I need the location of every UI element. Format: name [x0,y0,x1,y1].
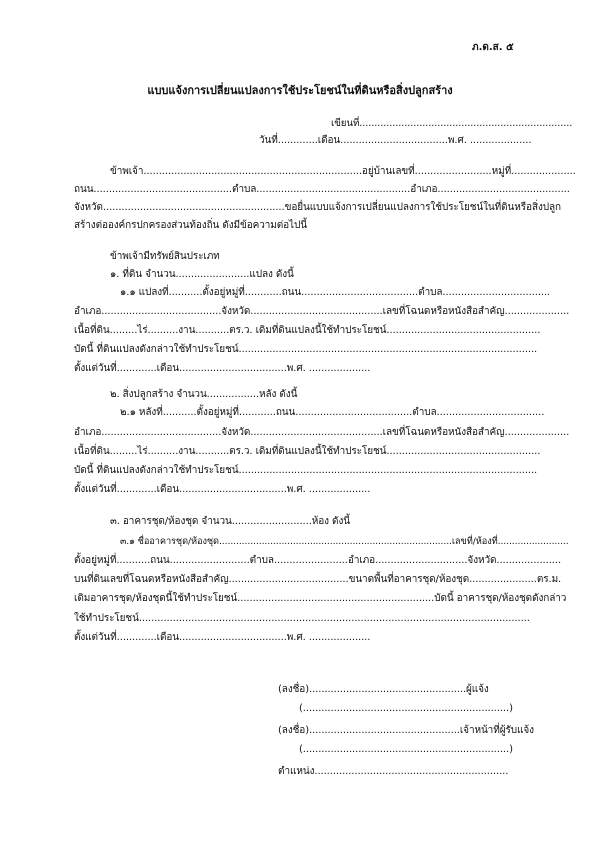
building-item-line-1[interactable]: ๒.๑ หลังที่...........ตั้งอยู่หมู่ที่............ถนน......................................ตำบล................................... [120,407,545,418]
declarant-line-4: สร้างต่อองค์กรปกครองส่วนท้องถิ่น ดังมีข้อความต่อไปนี้ [74,220,307,231]
land-item-line-3[interactable]: เนื้อที่ดิน.........ไร่..........งาน...........ตร.ว. เดิมที่ดินแปลงนี้ใช้ทำประโยชน์.................................................. [74,325,541,336]
condo-item-line-1[interactable]: ๓.๑ ชื่ออาคารชุด/ห้องชุด..................................................................................เลขที่/ห้องที่......................... [120,536,569,547]
condo-item-line-3[interactable]: บนที่ดินเลขที่โฉนดหรือหนังสือสำคัญ.......................................ขนาดพื้นที่อาคารชุด/ห้องชุด......................ตร.ม. [74,574,562,585]
declarant-line-1[interactable]: ข้าพเจ้า.......................................................................อยู่บ้านเลขที่.........................หมู่ที่..................... [110,166,576,177]
date-line[interactable]: วันที่.............เดือน...................................พ.ศ. .................... [259,135,532,146]
condo-item-line-6[interactable]: ตั้งแต่วันที่.............เดือน...................................พ.ศ. .................... [74,632,371,643]
form-title: แบบแจ้งการเปลี่ยนแปลงการใช้ประโยชน์ในที่ดินหรือสิ่งปลูกสร้าง [147,84,453,97]
building-item-line-3[interactable]: เนื้อที่ดิน.........ไร่..........งาน...........ตร.ว. เดิมที่ดินแปลงนี้ใช้ทำประโยชน์.................................................. [74,446,541,457]
land-item-line-5[interactable]: ตั้งแต่วันที่.............เดือน...................................พ.ศ. .................... [74,363,371,374]
building-item-line-5[interactable]: ตั้งแต่วันที่.............เดือน...................................พ.ศ. .................... [74,484,371,495]
officer-position[interactable]: ตำแหน่ง............................................................... [278,766,509,777]
building-item-line-2[interactable]: อำเภอ.......................................จังหวัด...........................................เลขที่โฉนดหรือหนังสือสำคัญ..................... [74,427,570,438]
land-item-line-4[interactable]: บัดนี้ ที่ดินแปลงดังกล่าวใช้ทำประโยชน์................................................................................................. [74,344,538,355]
land-item-line-2[interactable]: อำเภอ.......................................จังหวัด...........................................เลขที่โฉนดหรือหนังสือสำคัญ..................... [74,306,570,317]
condo-item-line-5[interactable]: ใช้ทำประโยชน์............................................................................................................................... [74,613,530,624]
notifier-name[interactable]: (...................................................................) [299,703,513,714]
assets-intro: ข้าพเจ้ามีทรัพย์สินประเภท [110,251,220,262]
building-heading[interactable]: ๒. สิ่งปลูกสร้าง จำนวน.................หลัง ดังนี้ [110,389,298,400]
form-code: ภ.ด.ส. ๕ [472,42,514,53]
declarant-line-2[interactable]: ถนน.............................................ตำบล..................................................อำเภอ........................................... [74,184,570,195]
land-heading[interactable]: ๑. ที่ดิน จำนวน........................แปลง ดังนี้ [110,269,294,280]
land-item-line-1[interactable]: ๑.๑ แปลงที่...........ตั้งอยู่หมู่ที่............ถนน......................................ตำบล................................... [120,287,551,298]
written-at-line[interactable]: เขียนที่....................................................................... [331,118,573,129]
officer-signature[interactable]: (ลงชื่อ).................................................เจ้าหน้าที่ผู้รับแจ้ง [278,725,534,736]
condo-item-line-2[interactable]: ตั้งอยู่หมู่ที่...........ถนน..........................ตำบล........................อำเภอ..............................จังหวัด..................... [74,555,562,566]
condo-heading[interactable]: ๓. อาคารชุด/ห้องชุด จำนวน..........................ห้อง ดังนี้ [110,516,350,527]
officer-name[interactable]: (...................................................................) [299,744,513,755]
condo-item-line-4[interactable]: เดิมอาคารชุด/ห้องชุดนี้ใช้ทำประโยชน์................................................................บัดนี้ อาคารชุด/ห้องชุดดังกล่าว [74,593,567,604]
building-item-line-4[interactable]: บัดนี้ ที่ดินแปลงดังกล่าวใช้ทำประโยชน์................................................................................................. [74,465,538,476]
notifier-signature[interactable]: (ลงชื่อ)...................................................ผู้แจ้ง [278,684,489,695]
declarant-line-3[interactable]: จังหวัด...........................................................ขอยื่นแบบแจ้งการเปลี่ยนแปลงการใช้ประโยชน์ในที่ดินหรือสิ่งปลูก [74,202,561,213]
